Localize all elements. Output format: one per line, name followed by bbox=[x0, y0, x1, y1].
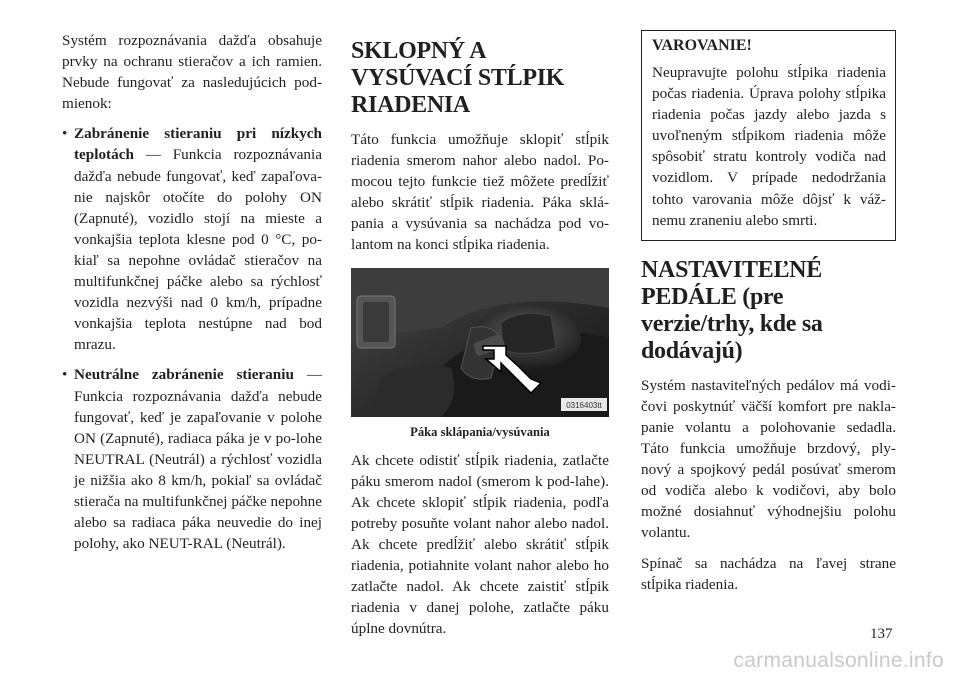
tilt-telescope-instructions: Ak chcete odistiť stĺpik riadenia, zatlačte páku smerom nadol (smerom k pod-lahe). Ak chcete sklopiť stĺpik riadenia, podľa potreby posuňte volant nahor alebo nadol. Ak chcete predĺžiť alebo skrátiť stĺpik riadenia, potiahnite volant nahor alebo ho zatlačte nadol. Ak chcete zaistiť stĺpik riadenia v danej polohe, zatlačte páku úplne dovnútra. bbox=[351, 451, 609, 638]
bullet-text: — Funkcia rozpoznávania dažďa nebude fungovať, keď je zapaľovanie v polohe ON (Zapnuté), radiaca páka je v po-lohe NEUTRAL (Neutrál) a rýchlosť vozidla je nižšia ako 8 km/h, pokiaľ sa ovládač stierača na multifunkčnej páčke nepohne alebo sa radiaca páka neuvedie do inej polohy, ako NEUT-RAL (Neutrál). bbox=[74, 366, 322, 553]
figure-caption: Páka sklápania/vysúvania bbox=[410, 424, 550, 439]
rain-sensing-bullet-list bbox=[62, 123, 322, 554]
figure-code: 0316403tt bbox=[566, 400, 602, 410]
bullet-text: — Funkcia rozpoznávania dažďa nebude fungovať, keď zapaľova-nie najskôr otočíte do polohy ON (Zapnuté), vozidlo stojí na mieste a vonkajšia teplota klesne pod 0 °C, po-kiaľ sa nepohne ovládač stieračov na multifunkčnej páčke alebo sa rýchlosť vozidla nezvýši nad 0 km/h, prípadne vonkajšia teplota nestúpne nad bod mrazu. bbox=[74, 146, 322, 354]
warning-title: VAROVANIE! bbox=[652, 37, 752, 54]
warning-text: Neupravujte polohu stĺpika riadenia počas riadenia. Úprava polohy stĺpika riadenia počas jazdy alebo jazda s uvoľneným stĺpikom riadenia môže spôsobiť stratu kontroly vodiča nad vozidlom. V prípade nedodržania tohto varovania môže dôjsť k váž-nemu zraneniu alebo smrti. bbox=[652, 64, 886, 229]
bullet-neutral-wipe-inhibit bbox=[62, 364, 322, 554]
right-column bbox=[641, 30, 896, 595]
bullet-title: Zabránenie stieraniu pri nízkych teplotách bbox=[74, 125, 322, 164]
watermark: carmanualsonline.info bbox=[733, 649, 944, 672]
page-number: 137 bbox=[870, 626, 893, 642]
middle-column bbox=[351, 30, 609, 639]
tilt-lever-illustration bbox=[351, 268, 609, 417]
heading-tail: (pre verzie/trhy, kde sa dodávajú) bbox=[641, 283, 823, 364]
heading-main: NASTAVITEĽNÉ PEDÁLE bbox=[641, 256, 822, 310]
left-column bbox=[62, 30, 322, 554]
adjustable-pedals-switch-location: Spínač sa nachádza na ľavej strane stĺpika riadenia. bbox=[641, 554, 896, 593]
bullet-low-temp-wipe-inhibit bbox=[62, 123, 322, 355]
adjustable-pedals-description: Systém nastaviteľných pedálov má vodi-čovi poskytnúť väčší komfort pre nakla-panie volantu a polohovanie sedadla. Táto funkcia umožňuje brzdový, ply-nový a spojkový pedál posúvať smerom od vodiča alebo k vodičovi, aby bolo možné dosiahnuť výhodnejšiu polohu volantu. bbox=[641, 376, 896, 542]
bullet-dot: • bbox=[62, 125, 68, 143]
bullet-title: Neutrálne zabránenie stieraniu bbox=[74, 366, 294, 384]
rain-sensing-intro: Systém rozpoznávania dažďa obsahuje prvky na ochranu stieračov a ich ramien. Nebude fungovať za nasledujúcich pod-mienok: bbox=[62, 32, 322, 113]
tilt-telescope-intro: Táto funkcia umožňuje sklopiť stĺpik riadenia smerom nahor alebo nadol. Po-mocou tejto funkcie tiež môžete predĺžiť alebo skrátiť stĺpik riadenia. Páka sklá-pania a vysúvania sa nachádza pod vo-lantom na konci stĺpika riadenia. bbox=[351, 131, 609, 254]
section-heading-adjustable-pedals bbox=[641, 257, 896, 365]
warning-box bbox=[641, 30, 896, 241]
tilt-lever-photo bbox=[351, 268, 609, 417]
bullet-dot: • bbox=[62, 366, 68, 384]
section-heading-tilt-telescope: SKLOPNÝ A VYSÚVACÍ STĹPIK RIADENIA bbox=[351, 38, 565, 118]
